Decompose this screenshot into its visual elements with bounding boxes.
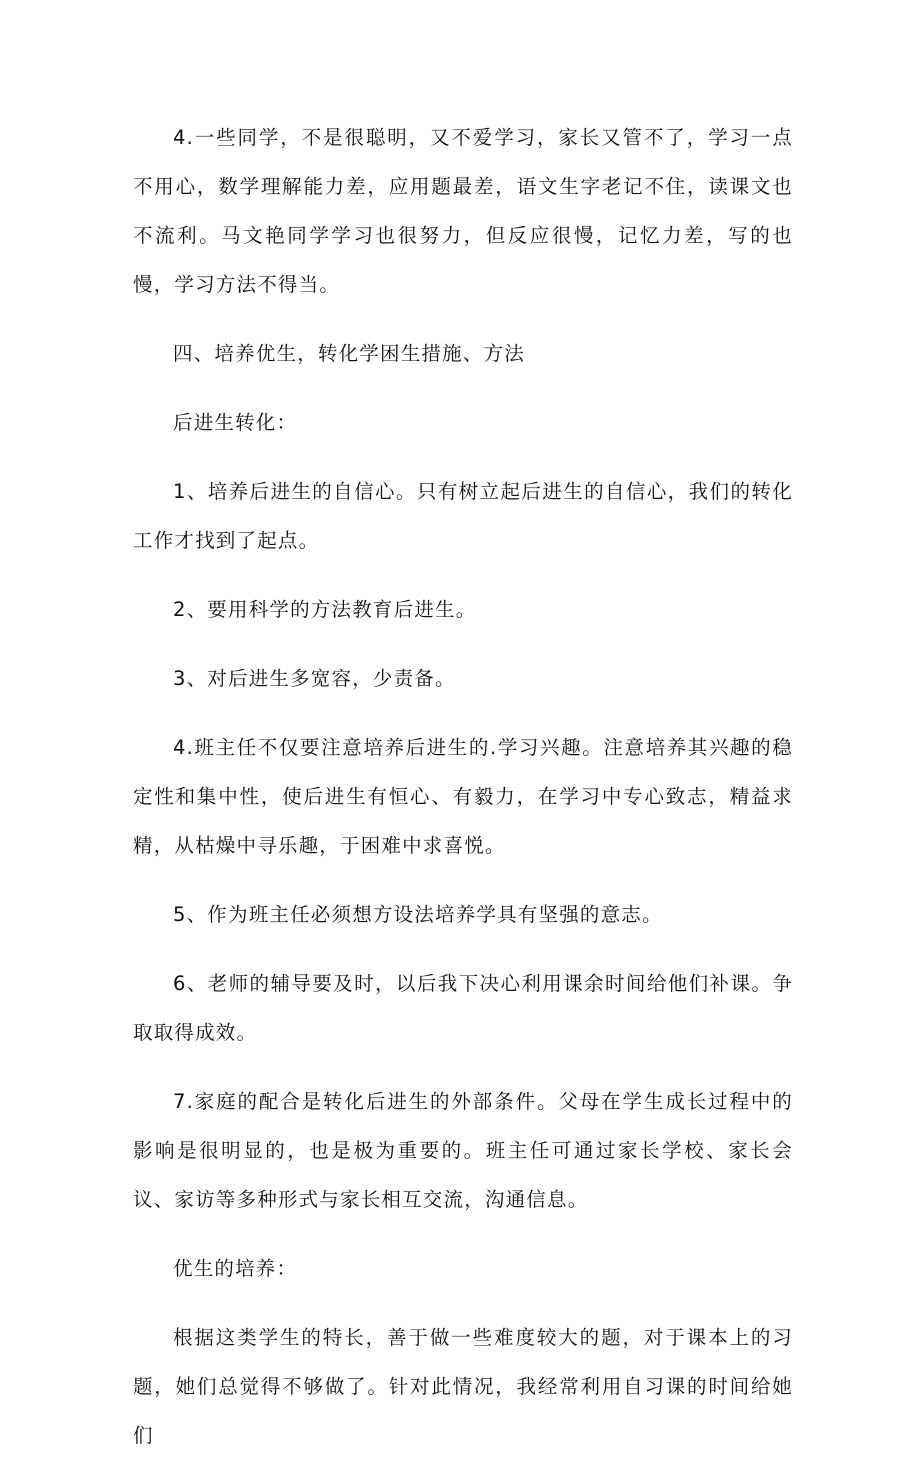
subsection-heading: 后进生转化： [173,411,298,434]
section-heading: 四、培养优生，转化学困生措施、方法 [173,342,525,365]
paragraph: 1、培养后进生的自信心。只有树立起后进生的自信心，我们的转化工作才找到了起点。 [133,480,793,552]
paragraph: 7.家庭的配合是转化后进生的外部条件。父母在学生成长过程中的影响是很明显的，也是极为重要的。班主任可通过家长学校、家长会议、家访等多种形式与家长相互交流，沟通信息。 [133,1090,793,1211]
paragraph: 2、要用科学的方法教育后进生。 [173,598,477,621]
paragraph: 6、老师的辅导要及时，以后我下决心利用课余时间给他们补课。争取取得成效。 [133,972,793,1044]
paragraph: 3、对后进生多宽容，少责备。 [173,667,456,690]
paragraph: 4.班主任不仅要注意培养后进生的.学习兴趣。注意培养其兴趣的稳定性和集中性，使后进生有恒心、有毅力，在学习中专心致志，精益求精，从枯燥中寻乐趣，于困难中求喜悦。 [133,736,793,857]
document-body [133,113,793,1460]
paragraph: 4.一些同学，不是很聪明，又不爱学习，家长又管不了，学习一点不用心，数学理解能力差，应用题最差，语文生字老记不住，读课文也不流利。马文艳同学学习也很努力，但反应很慢，记忆力差，写的也慢，学习方法不得当。 [133,126,793,296]
subsection-heading: 优生的培养： [173,1257,298,1280]
paragraph: 根据这类学生的特长，善于做一些难度较大的题，对于课本上的习题，她们总觉得不够做了。针对此情况，我经常利用自习课的时间给她们 [133,1326,793,1447]
paragraph: 5、作为班主任必须想方设法培养学具有坚强的意志。 [173,903,663,926]
